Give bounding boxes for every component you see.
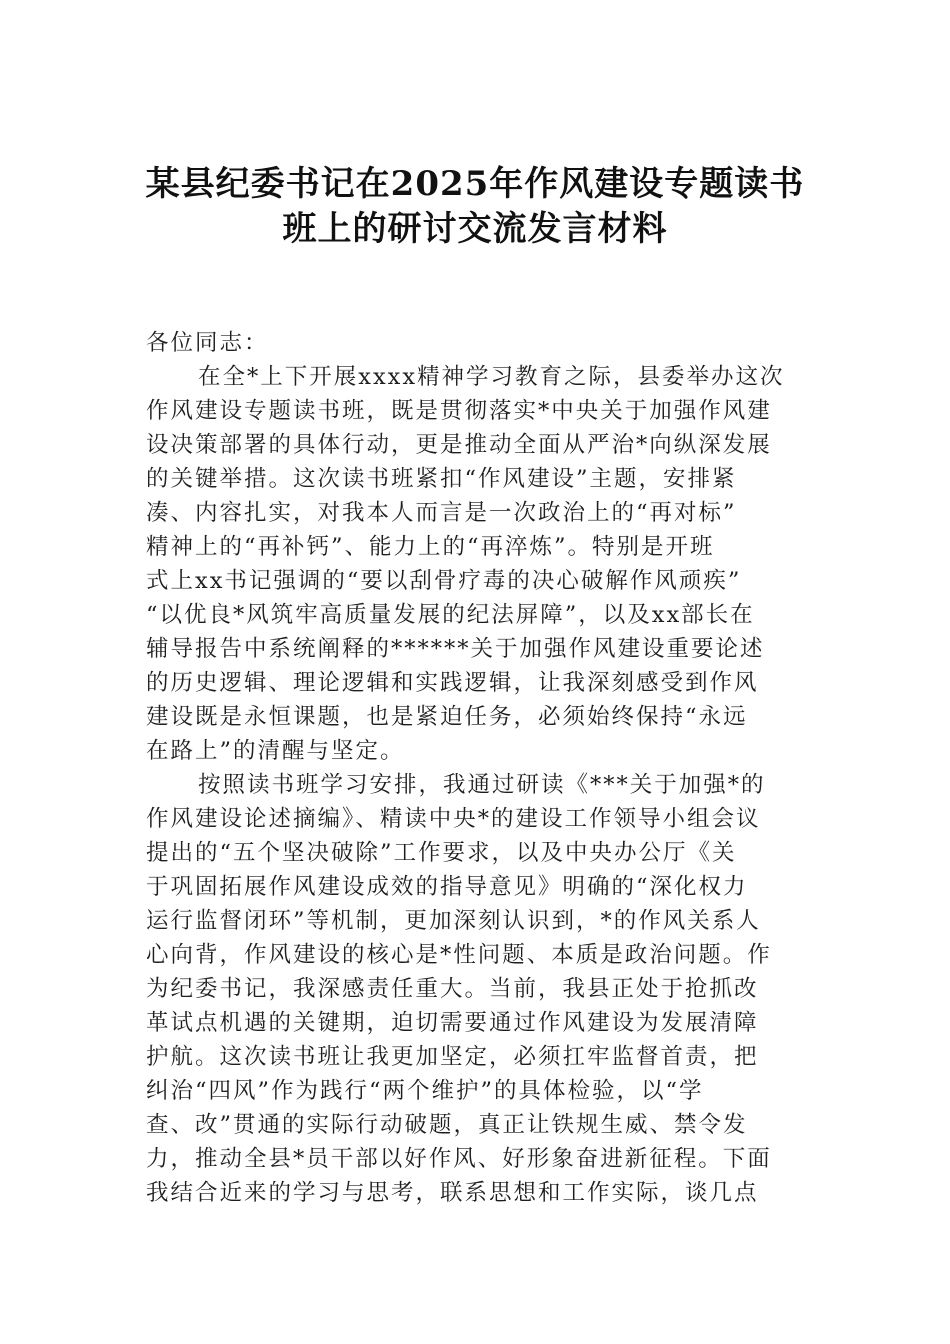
paragraph-line: 作风建设专题读书班，既是贯彻落实*中央关于加强作风建: [146, 398, 772, 424]
salutation: 各位同志：: [146, 330, 269, 356]
paragraph-line: 护航。这次读书班让我更加坚定，必须扛牢监督首责，把: [146, 1044, 759, 1070]
document-title-line-2: 班上的研讨交流发言材料: [282, 209, 668, 249]
paragraph-line: 心向背，作风建设的核心是*性问题、本质是政治问题。作: [146, 942, 772, 968]
paragraph-line: 凑、内容扎实，对我本人而言是一次政治上的“再对标”: [146, 500, 737, 526]
paragraph-1: [146, 360, 806, 768]
paragraph-line: 在路上”的清醒与坚定。: [146, 738, 405, 764]
paragraph-line: 运行监督闭环”等机制，更加深刻认识到，*的作风关系人: [146, 908, 761, 934]
paragraph-line: 革试点机遇的关键期，迫切需要通过作风建设为发展清障: [146, 1010, 759, 1036]
paragraph-line: 作风建设论述摘编》、精读中央*的建设工作领导小组会议: [146, 806, 761, 832]
paragraph-line: 按照读书班学习安排，我通过研读《***关于加强*的: [198, 772, 766, 798]
paragraph-line: 查、改”贯通的实际行动破题，真正让铁规生威、禁令发: [146, 1112, 748, 1138]
paragraph-line: 提出的“五个坚决破除”工作要求，以及中央办公厅《关: [146, 840, 737, 866]
paragraph-line: 于巩固拓展作风建设成效的指导意见》明确的“深化权力: [146, 874, 748, 900]
paragraph-line: 式上xx书记强调的“要以刮骨疗毒的决心破解作风顽疾”: [146, 568, 742, 594]
paragraph-line: 在全*上下开展xxxx精神学习教育之际，县委举办这次: [198, 364, 785, 390]
paragraph-line: 建设既是永恒课题，也是紧迫任务，必须始终保持“永远: [146, 704, 748, 730]
paragraph-line: 的历史逻辑、理论逻辑和实践逻辑，让我深刻感受到作风: [146, 670, 759, 696]
paragraph-line: 为纪委书记，我深感责任重大。当前，我县正处于抢抓改: [146, 976, 759, 1002]
paragraph-line: 精神上的“再补钙”、能力上的“再淬炼”。特别是开班: [146, 534, 715, 560]
paragraph-line: 力，推动全县*员干部以好作风、好形象奋进新征程。下面: [146, 1146, 772, 1172]
paragraph-line: “以优良*风筑牢高质量发展的纪法屏障”，以及xx部长在: [146, 602, 755, 628]
document-title-line-1: 某县纪委书记在2025年作风建设专题读书: [145, 164, 805, 204]
document-body: [146, 326, 806, 1210]
paragraph-2: [146, 768, 806, 1210]
paragraph-line: 我结合近来的学习与思考，联系思想和工作实际，谈几点: [146, 1180, 759, 1206]
paragraph-line: 设决策部署的具体行动，更是推动全面从严治*向纵深发展: [146, 432, 772, 458]
paragraph-line: 纠治“四风”作为践行“两个维护”的具体检验，以“学: [146, 1078, 704, 1104]
paragraph-line: 辅导报告中系统阐释的******关于加强作风建设重要论述: [146, 636, 765, 662]
paragraph-line: 的关键举措。这次读书班紧扣“作风建设”主题，安排紧: [146, 466, 737, 492]
